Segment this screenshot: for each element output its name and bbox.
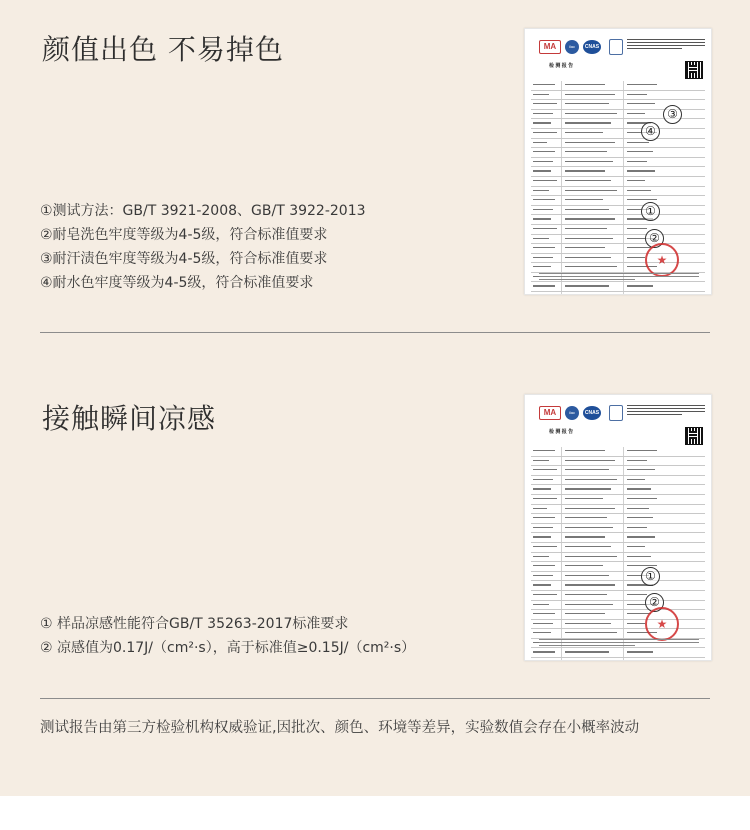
marker-3: ③ xyxy=(663,105,682,124)
report-title: 检 测 报 告 xyxy=(549,429,574,435)
test-point: ③耐汗渍色牢度等级为4-5级，符合标准值要求 xyxy=(40,251,328,267)
test-point: ②耐皂洗色牢度等级为4-5级，符合标准值要求 xyxy=(40,227,328,243)
section-colorfastness xyxy=(0,0,750,340)
disclaimer-text: 测试报告由第三方检验机构权威验证,因批次、颜色、环境等差异，实验数值会存在小概率波动 xyxy=(40,720,640,736)
test-point: ① 样品凉感性能符合GB/T 35263-2017标准要求 xyxy=(40,616,349,632)
report-header-text xyxy=(627,405,705,417)
report-title: 检 测 报 告 xyxy=(549,63,574,69)
test-points-list xyxy=(40,199,366,295)
marker-4: ④ xyxy=(641,122,660,141)
report-footer-text xyxy=(539,639,699,648)
test-report-image xyxy=(524,394,712,661)
report-footer-text xyxy=(539,273,699,282)
test-point: ④耐水色牢度等级为4-5级，符合标准值要求 xyxy=(40,275,314,291)
qr-code-icon xyxy=(685,427,703,445)
cnas-logo: CNAS xyxy=(583,40,601,54)
section-title: 颜值出色 不易掉色 xyxy=(42,33,284,66)
bottom-strip xyxy=(0,796,750,830)
report-header-text xyxy=(627,39,705,51)
test-report-image xyxy=(524,28,712,295)
test-points-list xyxy=(40,612,415,660)
qr-code-icon xyxy=(685,61,703,79)
section-cooling xyxy=(0,340,750,710)
official-stamp-icon: ★ xyxy=(645,607,679,641)
marker-2: ② xyxy=(645,229,664,248)
seal-logo xyxy=(609,405,623,421)
ilac-logo: ilac xyxy=(565,40,579,54)
certification-logos xyxy=(539,39,623,55)
marker-1: ① xyxy=(641,202,660,221)
test-point: ①测试方法：GB/T 3921-2008、GB/T 3922-2013 xyxy=(40,203,366,219)
marker-1: ① xyxy=(641,567,660,586)
section-divider xyxy=(40,698,710,699)
official-stamp-icon: ★ xyxy=(645,243,679,277)
certification-logos xyxy=(539,405,623,421)
report-table xyxy=(531,447,705,661)
seal-logo xyxy=(609,39,623,55)
section-title: 接触瞬间凉感 xyxy=(42,402,217,435)
cnas-logo: CNAS xyxy=(583,406,601,420)
test-point: ② 凉感值为0.17J/（cm²·s），高于标准值≥0.15J/（cm²·s） xyxy=(40,640,416,656)
ma-logo: MA xyxy=(539,406,561,420)
ma-logo: MA xyxy=(539,40,561,54)
marker-2: ② xyxy=(645,593,664,612)
section-divider xyxy=(40,332,710,333)
ilac-logo: ilac xyxy=(565,406,579,420)
